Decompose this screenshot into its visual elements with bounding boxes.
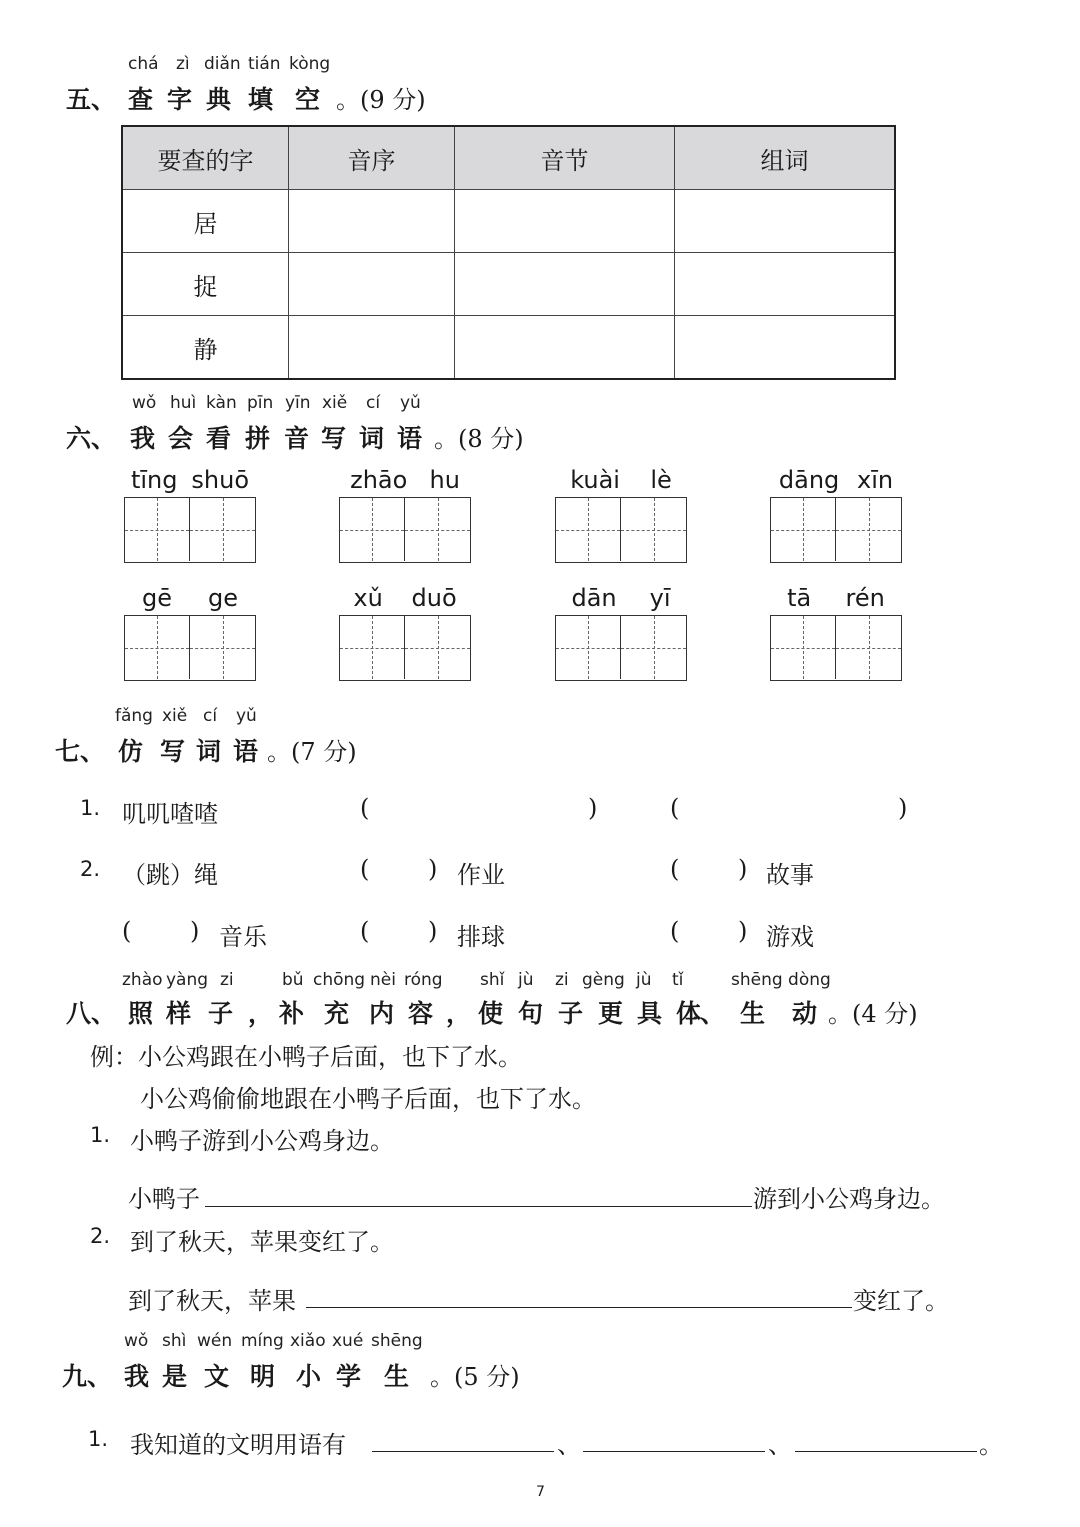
- syllable: hu: [429, 466, 460, 494]
- heading-char: 照: [128, 999, 154, 1028]
- word-item: 游戏: [766, 923, 814, 951]
- page-number: 7: [536, 1484, 545, 1500]
- pinyin: wǒ: [132, 393, 157, 413]
- pinyin: nèi: [370, 970, 396, 990]
- heading-char: 看: [206, 424, 232, 453]
- heading-char: 明: [250, 1362, 276, 1391]
- syllable: ge: [208, 584, 238, 612]
- answer-prefix: 到了秋天，苹果: [128, 1287, 296, 1315]
- heading-char: 查: [128, 85, 154, 114]
- syllable: tā: [787, 584, 812, 612]
- heading-char: 、: [700, 999, 726, 1028]
- paren-open: (: [670, 855, 680, 883]
- word-pinyin: [770, 584, 902, 612]
- word-pinyin: [124, 584, 256, 612]
- heading-char: 小: [296, 1362, 322, 1391]
- tian-zi-grid[interactable]: [124, 615, 256, 681]
- example-word: （跳）绳: [122, 861, 218, 889]
- table-header: 要查的字: [122, 126, 289, 190]
- paren-close: ): [428, 855, 438, 883]
- answer-line[interactable]: [583, 1451, 765, 1452]
- score: 。(4 分): [828, 1000, 918, 1028]
- heading-char: 更: [598, 999, 624, 1028]
- question-number: 1.: [88, 1427, 109, 1451]
- example-line: 例：小公鸡跟在小鸭子后面，也下了水。: [90, 1043, 522, 1071]
- answer-suffix: 变红了。: [853, 1287, 949, 1315]
- word-pinyin: [770, 466, 902, 494]
- tian-zi-grid[interactable]: [339, 615, 471, 681]
- table-row: [122, 253, 895, 316]
- heading-char: 具: [637, 999, 663, 1028]
- heading-char: 我: [130, 424, 156, 453]
- answer-cell[interactable]: [289, 316, 455, 380]
- pinyin: zì: [176, 54, 190, 74]
- section-number: 五、: [66, 85, 117, 114]
- syllable: xīn: [857, 466, 894, 494]
- score: 。(7 分): [267, 738, 357, 766]
- heading-char: 体: [676, 999, 702, 1028]
- lookup-char: 捉: [122, 253, 289, 316]
- pinyin: xué: [332, 1331, 364, 1351]
- pinyin: zi: [555, 970, 569, 990]
- syllable: xǔ: [353, 584, 383, 612]
- paren-open: (: [360, 794, 370, 822]
- paren-open: (: [360, 917, 370, 945]
- heading-char: 词: [359, 424, 385, 453]
- paren-open: (: [360, 855, 370, 883]
- pinyin: xiǎo: [290, 1331, 326, 1351]
- example-line: 小公鸡偷偷地跟在小鸭子后面，也下了水。: [140, 1085, 596, 1113]
- section-number: 七、: [55, 737, 106, 766]
- syllable: rén: [845, 584, 885, 612]
- answer-cell[interactable]: [455, 316, 675, 380]
- heading-char: 样: [166, 999, 192, 1028]
- question-text: 小鸭子游到小公鸡身边。: [130, 1127, 394, 1155]
- pinyin: pīn: [247, 393, 274, 413]
- pinyin: tián: [248, 54, 281, 74]
- section-number: 八、: [66, 999, 117, 1028]
- separator: 、: [768, 1431, 792, 1459]
- heading-char: ，: [446, 999, 472, 1028]
- word-item: 作业: [457, 861, 505, 889]
- pinyin: wǒ: [124, 1331, 149, 1351]
- heading-char: 典: [206, 85, 232, 114]
- word-pinyin: [555, 466, 687, 494]
- answer-cell[interactable]: [675, 253, 896, 316]
- paren-close: ): [738, 855, 748, 883]
- heading-char: 语: [397, 424, 423, 453]
- pinyin: jù: [636, 970, 652, 990]
- score: 。(8 分): [434, 425, 524, 453]
- heading-char: 子: [558, 999, 584, 1028]
- syllable: duō: [411, 584, 457, 612]
- syllable: kuài: [570, 466, 620, 494]
- tian-zi-grid[interactable]: [124, 497, 256, 563]
- heading-char: 充: [324, 999, 350, 1028]
- pinyin: wén: [197, 1331, 233, 1351]
- heading-char: 写: [321, 424, 347, 453]
- pinyin: shǐ: [480, 970, 505, 990]
- heading-char: 句: [518, 999, 544, 1028]
- pinyin: róng: [404, 970, 443, 990]
- heading-char: ，: [248, 999, 274, 1028]
- heading-char: 子: [208, 999, 234, 1028]
- answer-cell[interactable]: [289, 190, 455, 253]
- paren-close: ): [898, 794, 908, 822]
- word-pinyin: [555, 584, 687, 612]
- pinyin: zhào: [122, 970, 163, 990]
- syllable: dān: [571, 584, 617, 612]
- lookup-char: 居: [122, 190, 289, 253]
- tian-zi-grid[interactable]: [555, 615, 687, 681]
- heading-char: 动: [792, 999, 818, 1028]
- heading-char: 会: [168, 424, 194, 453]
- paren-open: (: [670, 794, 680, 822]
- word-item: 故事: [766, 861, 814, 889]
- pinyin: kòng: [289, 54, 331, 74]
- word-pinyin: [339, 584, 471, 612]
- heading-char: 语: [233, 737, 259, 766]
- paren-close: ): [190, 917, 200, 945]
- pinyin: tǐ: [672, 970, 684, 990]
- word-item: 音乐: [219, 923, 267, 951]
- lookup-char: 静: [122, 316, 289, 380]
- answer-cell[interactable]: [455, 190, 675, 253]
- paren-open: (: [670, 917, 680, 945]
- heading-char: 字: [167, 85, 193, 114]
- heading-char: 空: [295, 85, 321, 114]
- word-pinyin: [339, 466, 471, 494]
- tian-zi-grid[interactable]: [770, 497, 902, 563]
- end-mark: 。: [979, 1431, 1003, 1459]
- pinyin: kàn: [206, 393, 237, 413]
- pinyin: diǎn: [204, 54, 241, 74]
- heading-char: 生: [384, 1362, 410, 1391]
- score: 。(9 分): [336, 86, 426, 114]
- heading-char: 学: [336, 1362, 362, 1391]
- heading-char: 容: [408, 999, 434, 1028]
- pinyin: yīn: [285, 393, 311, 413]
- heading-char: 填: [248, 85, 274, 114]
- syllable: shuō: [191, 466, 250, 494]
- syllable: tīng: [130, 466, 178, 494]
- answer-line[interactable]: [795, 1451, 977, 1452]
- heading-char: 文: [204, 1362, 230, 1391]
- heading-char: 补: [279, 999, 305, 1028]
- separator: 、: [557, 1431, 581, 1459]
- heading-char: 我: [124, 1362, 150, 1391]
- answer-line[interactable]: [205, 1206, 752, 1207]
- table-header: 组词: [675, 126, 896, 190]
- answer-cell[interactable]: [675, 190, 896, 253]
- heading-char: 内: [369, 999, 395, 1028]
- example-word: 叽叽喳喳: [122, 800, 218, 828]
- word-pinyin: [124, 466, 256, 494]
- table-header-row: [122, 126, 895, 190]
- pinyin: yàng: [166, 970, 209, 990]
- table-row: [122, 316, 895, 380]
- syllable: lè: [650, 466, 672, 494]
- tian-zi-grid[interactable]: [770, 615, 902, 681]
- heading-char: 音: [284, 424, 310, 453]
- answer-cell[interactable]: [455, 253, 675, 316]
- syllable: gē: [142, 584, 172, 612]
- pinyin: shēng dòng: [731, 970, 831, 990]
- paren-close: ): [428, 917, 438, 945]
- pinyin: xiě: [162, 706, 188, 726]
- pinyin: xiě: [322, 393, 348, 413]
- pinyin: huì: [170, 393, 197, 413]
- question-text: 我知道的文明用语有: [130, 1431, 346, 1459]
- question-number: 2.: [80, 857, 101, 881]
- answer-prefix: 小鸭子: [128, 1185, 200, 1213]
- pinyin: zi: [220, 970, 234, 990]
- heading-char: 生: [740, 999, 766, 1028]
- dictionary-table: [121, 125, 896, 380]
- section-number: 九、: [62, 1362, 113, 1391]
- pinyin: yǔ: [236, 706, 257, 726]
- pinyin: shēng: [371, 1331, 423, 1351]
- pinyin: jù: [518, 970, 534, 990]
- pinyin: míng: [241, 1331, 284, 1351]
- pinyin: yǔ: [400, 393, 421, 413]
- answer-line[interactable]: [306, 1307, 852, 1308]
- answer-line[interactable]: [372, 1451, 554, 1452]
- table-header: 音序: [289, 126, 455, 190]
- question-number: 2.: [90, 1224, 111, 1248]
- answer-suffix: 游到小公鸡身边。: [753, 1185, 945, 1213]
- pinyin: cí: [203, 706, 218, 726]
- question-number: 1.: [90, 1123, 111, 1147]
- syllable: dāng: [778, 466, 840, 494]
- answer-cell[interactable]: [675, 316, 896, 380]
- pinyin: chōng: [313, 970, 366, 990]
- pinyin: gèng: [582, 970, 625, 990]
- syllable: yī: [649, 584, 671, 612]
- paren-open: (: [122, 917, 132, 945]
- pinyin: cí: [366, 393, 381, 413]
- question-number: 1.: [80, 796, 101, 820]
- heading-char: 使: [478, 999, 504, 1028]
- question-text: 到了秋天，苹果变红了。: [130, 1228, 394, 1256]
- table-row: [122, 190, 895, 253]
- word-item: 排球: [457, 923, 505, 951]
- heading-char: 词: [196, 737, 222, 766]
- heading-char: 是: [162, 1362, 188, 1391]
- heading-char: 拼: [245, 424, 271, 453]
- heading-char: 仿: [118, 737, 144, 766]
- section-number: 六、: [66, 424, 117, 453]
- syllable: zhāo: [350, 466, 408, 494]
- pinyin: fǎng: [115, 706, 153, 726]
- paren-close: ): [738, 917, 748, 945]
- tian-zi-grid[interactable]: [555, 497, 687, 563]
- answer-cell[interactable]: [289, 253, 455, 316]
- heading-char: 写: [160, 737, 186, 766]
- score: 。(5 分): [430, 1363, 520, 1391]
- pinyin: chá: [128, 54, 159, 74]
- tian-zi-grid[interactable]: [339, 497, 471, 563]
- pinyin: bǔ: [282, 970, 304, 990]
- pinyin: shì: [162, 1331, 187, 1351]
- paren-close: ): [588, 794, 598, 822]
- table-header: 音节: [455, 126, 675, 190]
